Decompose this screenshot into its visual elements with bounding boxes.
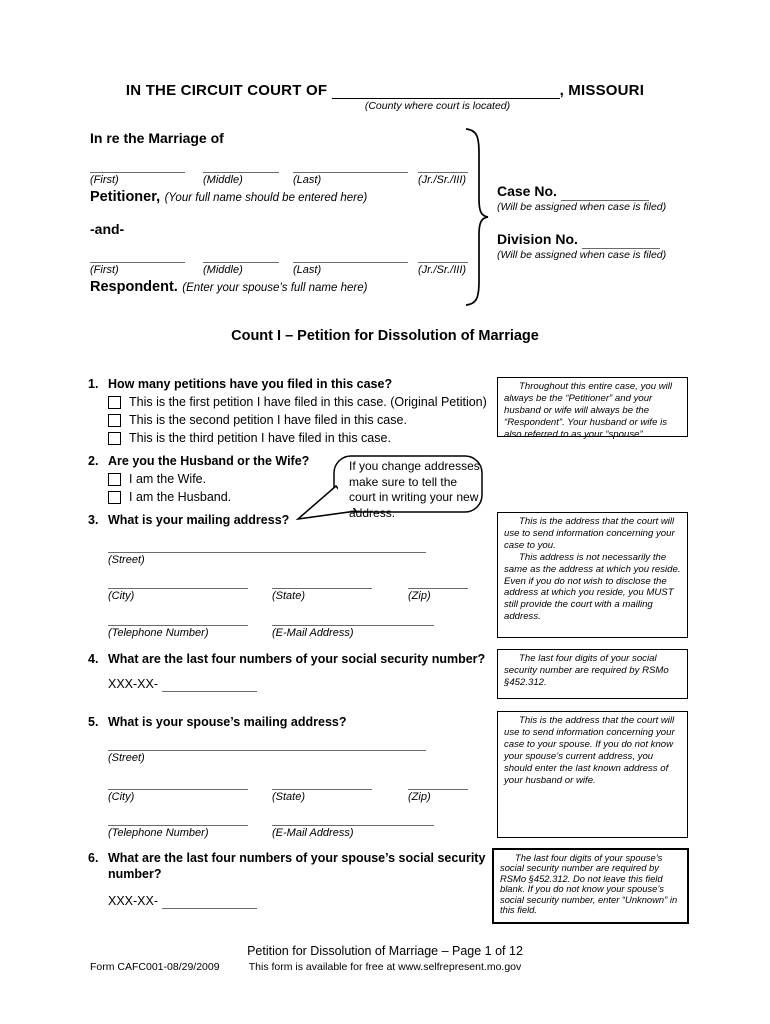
zip-field (408, 574, 468, 603)
first-label: (First) (90, 264, 119, 276)
city-label: (City) (108, 791, 135, 803)
side-note-spouse-address (497, 711, 688, 838)
case-info-block (497, 183, 697, 261)
email-label: (E-Mail Address) (272, 827, 354, 839)
street-label: (Street) (108, 752, 145, 764)
petitioner-line (90, 188, 367, 206)
state-label: (State) (272, 791, 306, 803)
state-fill-line[interactable] (272, 574, 372, 589)
question-1-number: 1. (88, 377, 99, 391)
street-label: (Street) (108, 554, 145, 566)
question-5-text: What is your spouse’s mailing address? (108, 715, 347, 729)
phone-label: (Telephone Number) (108, 627, 209, 639)
question-5 (88, 714, 408, 730)
q1-option-third[interactable] (108, 431, 500, 446)
street-fill-line[interactable] (108, 538, 426, 553)
petitioner-suffix-field (418, 158, 468, 187)
division-no-label: Division No. (497, 231, 578, 247)
side-note-paragraph: Throughout this entire case, you will always be the “Petitioner” and your husband or wife will always be the “Respondent”. Your husband or wife is also referred to as your “spouse”. (504, 381, 673, 440)
petitioner-first-fill-line[interactable] (90, 158, 185, 173)
court-header (0, 82, 770, 99)
checkbox-third-petition[interactable] (108, 432, 121, 445)
question-1 (88, 376, 500, 446)
spouse-address-block (108, 736, 468, 840)
q2-option-husband-label: I am the Husband. (129, 490, 232, 504)
question-3-number: 3. (88, 513, 99, 527)
curly-brace (464, 126, 490, 308)
email-field (272, 611, 434, 640)
zip-field (408, 775, 468, 804)
spouse-state-fill-line[interactable] (272, 775, 372, 790)
form-number: Form CAFC001-08/29/2009 (90, 961, 220, 973)
checkbox-husband[interactable] (108, 491, 121, 504)
address-change-callout: If you change addresses, make sure to tell the court in writing your new address. (349, 459, 484, 520)
question-2-number: 2. (88, 454, 99, 468)
email-label: (E-Mail Address) (272, 627, 354, 639)
phone-label: (Telephone Number) (108, 827, 209, 839)
side-note-petitioner-respondent (497, 377, 688, 440)
question-6-text: What are the last four numbers of your spouse’s social security number? (108, 851, 486, 881)
petitioner-hint: (Your full name should be entered here) (164, 192, 368, 204)
petitioner-name-row (90, 158, 468, 187)
phone-field (108, 811, 248, 840)
question-3 (88, 512, 388, 528)
spouse-ssn-last-four-fill-line[interactable] (162, 895, 257, 909)
respondent-hint: (Enter your spouse’s full name here) (182, 282, 368, 294)
petitioner-first-field (90, 158, 185, 187)
petitioner-address-block (108, 538, 468, 640)
middle-label: (Middle) (203, 174, 243, 186)
q1-option-second-label: This is the second petition I have filed in this case. (129, 413, 407, 427)
side-note-paragraph: This is the address that the court will use to send information concerning your case to you. (504, 516, 675, 551)
q2-option-wife-label: I am the Wife. (129, 472, 207, 486)
email-field (272, 811, 434, 840)
side-note-paragraph: This is the address that the court will use to send information concerning your case to your spouse. If you do not know your spouse’s current address, you should enter the last known address of your husband or wife. (504, 715, 675, 786)
respondent-suffix-field (418, 248, 468, 277)
question-1-text: How many petitions have you filed in this case? (108, 377, 393, 391)
suffix-label: (Jr./Sr./III) (418, 174, 467, 186)
spouse-city-fill-line[interactable] (108, 775, 248, 790)
spouse-phone-fill-line[interactable] (108, 811, 248, 826)
spouse-zip-fill-line[interactable] (408, 775, 468, 790)
suffix-label: (Jr./Sr./III) (418, 264, 467, 276)
case-no-label: Case No. (497, 183, 557, 199)
spouse-street-fill-line[interactable] (108, 736, 426, 751)
question-2-text: Are you the Husband or the Wife? (108, 454, 310, 468)
and-separator: -and- (90, 221, 125, 237)
city-label: (City) (108, 590, 135, 602)
zip-fill-line[interactable] (408, 574, 468, 589)
respondent-label: Respondent. (90, 279, 178, 295)
q1-option-first[interactable] (108, 395, 500, 410)
side-note-paragraph: The last four digits of your spouse’s social security number are required by RSMo §452.312. Do not leave this field blank. If you do not know your spouse’s social security number, enter “Unknown” in this field. (500, 852, 678, 916)
street-field (108, 736, 426, 765)
middle-label: (Middle) (203, 264, 243, 276)
city-field (108, 574, 248, 603)
count-title: Count I – Petition for Dissolution of Marriage (231, 328, 539, 344)
respondent-suffix-fill-line[interactable] (418, 248, 468, 263)
availability-note: This form is available for free at www.selfrepresent.mo.gov (248, 961, 522, 973)
respondent-last-field (293, 248, 408, 277)
petitioner-middle-field (203, 158, 279, 187)
question-6 (88, 850, 488, 909)
court-title-suffix: , MISSOURI (559, 82, 645, 99)
county-name-fill-line[interactable] (332, 85, 560, 99)
question-4 (88, 651, 500, 692)
petitioner-last-field (293, 158, 408, 187)
city-fill-line[interactable] (108, 574, 248, 589)
side-note-mailing-address (497, 512, 688, 638)
court-title-prefix: IN THE CIRCUIT COURT OF (125, 82, 328, 99)
q1-option-first-label: This is the first petition I have filed in this case. (Original Petition) (129, 395, 487, 409)
petitioner-last-fill-line[interactable] (293, 158, 408, 173)
checkbox-wife[interactable] (108, 473, 121, 486)
street-field (108, 538, 426, 567)
question-4-number: 4. (88, 652, 99, 666)
first-label: (First) (90, 174, 119, 186)
side-note-paragraph: The last four digits of your social security number are required by RSMo §452.312. (504, 653, 669, 688)
petitioner-label: Petitioner, (90, 189, 161, 205)
q1-option-second[interactable] (108, 413, 500, 428)
phone-field (108, 611, 248, 640)
division-no-fill-line[interactable] (582, 235, 660, 249)
county-hint: (County where court is located) (364, 100, 511, 112)
petitioner-suffix-fill-line[interactable] (418, 158, 468, 173)
question-3-text: What is your mailing address? (108, 513, 290, 527)
last-label: (Last) (293, 264, 322, 276)
side-note-paragraph: This address is not necessarily the same as the address at which you reside. Even if you do not wish to disclose the address at which you reside, you MUST still provide the court with a mailing address. (504, 551, 681, 623)
email-fill-line[interactable] (272, 611, 434, 626)
state-label: (State) (272, 590, 306, 602)
city-field (108, 775, 248, 804)
question-4-text: What are the last four numbers of your social security number? (108, 652, 486, 666)
phone-fill-line[interactable] (108, 611, 248, 626)
spouse-ssn-prefix: XXX-XX- (108, 894, 159, 908)
petitioner-middle-fill-line[interactable] (203, 158, 279, 173)
respondent-name-row (90, 248, 468, 277)
checkbox-first-petition[interactable] (108, 396, 121, 409)
question-6-number: 6. (88, 851, 99, 865)
ssn-prefix: XXX-XX- (108, 677, 159, 691)
respondent-middle-fill-line[interactable] (203, 248, 279, 263)
side-note-ssn (497, 649, 688, 699)
last-label: (Last) (293, 174, 322, 186)
footer-title: Petition for Dissolution of Marriage – Page 1 of 12 (247, 944, 523, 958)
respondent-last-fill-line[interactable] (293, 248, 408, 263)
zip-label: (Zip) (408, 791, 431, 803)
state-field (272, 775, 372, 804)
zip-label: (Zip) (408, 590, 431, 602)
case-no-hint: (Will be assigned when case is filed) (497, 201, 667, 213)
state-field (272, 574, 372, 603)
case-no-fill-line[interactable] (561, 187, 649, 201)
ssn-last-four-fill-line[interactable] (162, 678, 257, 692)
division-no-hint: (Will be assigned when case is filed) (497, 249, 667, 261)
question-5-number: 5. (88, 715, 99, 729)
q1-option-third-label: This is the third petition I have filed in this case. (129, 431, 391, 445)
spouse-email-fill-line[interactable] (272, 811, 434, 826)
respondent-middle-field (203, 248, 279, 277)
respondent-first-fill-line[interactable] (90, 248, 185, 263)
side-note-spouse-ssn (492, 848, 689, 924)
respondent-first-field (90, 248, 185, 277)
in-re-title: In re the Marriage of (90, 130, 224, 146)
checkbox-second-petition[interactable] (108, 414, 121, 427)
respondent-line (90, 278, 367, 296)
